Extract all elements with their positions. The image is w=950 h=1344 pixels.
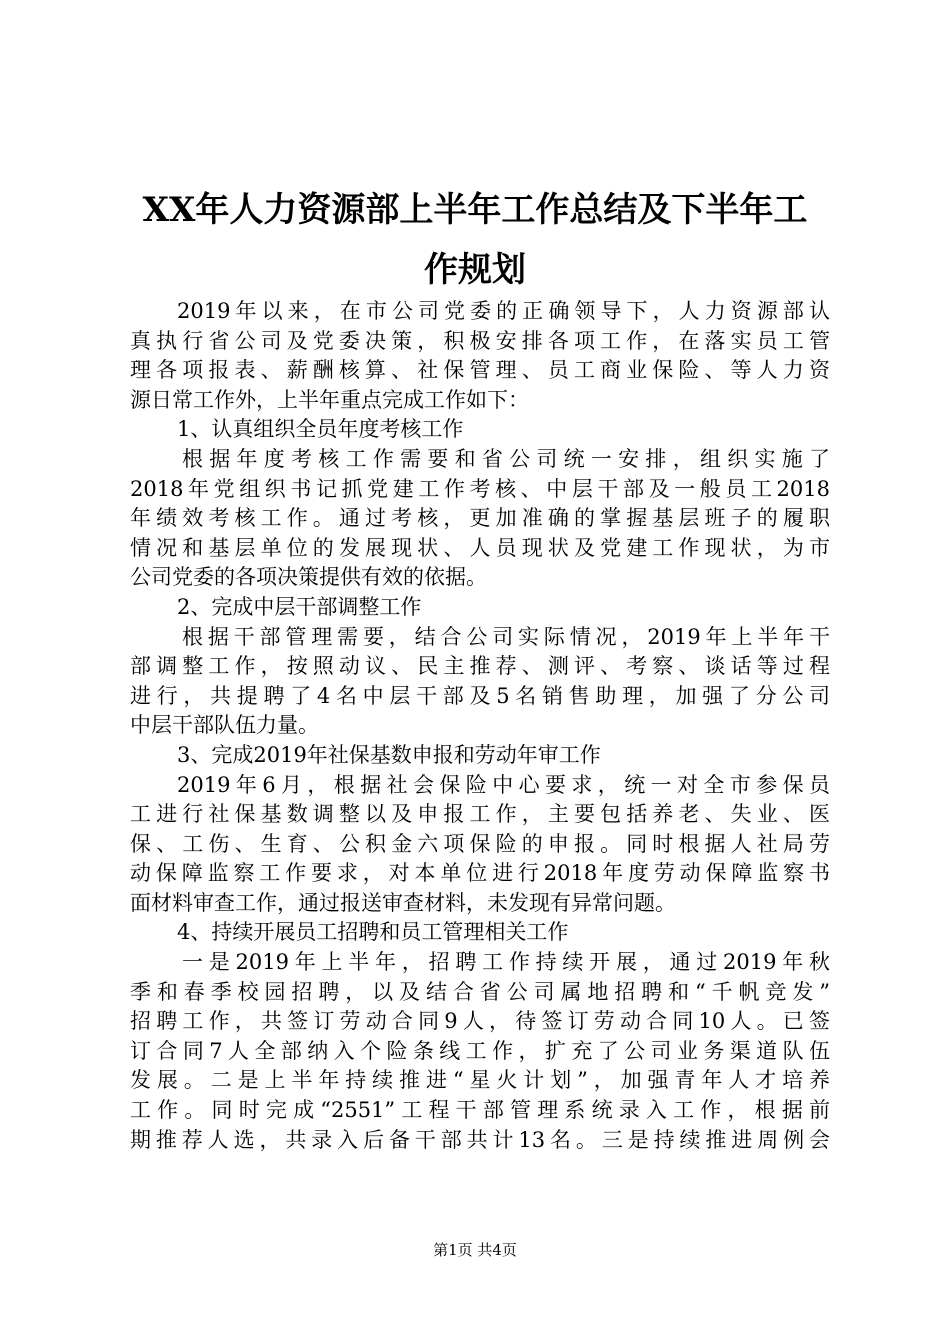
section-4-line: 季和春季校园招聘，以及结合省公司属地招聘和“千帆竞发” [130,979,830,1004]
section-1-line: 情况和基层单位的发展现状、人员现状及党建工作现状，为市 [130,535,830,560]
section-heading-4: 4、持续开展员工招聘和员工管理相关工作 [177,920,569,945]
section-4-line: 招聘工作，共签订劳动合同9人，待签订劳动合同10人。已签 [130,1009,830,1034]
paragraph-intro-line: 源日常工作外，上半年重点完成工作如下： [130,387,529,412]
section-3-line: 面材料审查工作，通过报送审查材料，未发现有异常问题。 [130,890,676,915]
section-2-line: 根据干部管理需要，结合公司实际情况，2019年上半年干 [182,624,830,649]
section-2-line: 部调整工作，按照动议、民主推荐、测评、考察、谈话等过程 [130,654,830,679]
section-2-line: 中层干部队伍力量。 [130,713,319,738]
paragraph-intro-line: 理各项报表、薪酬核算、社保管理、员工商业保险、等人力资 [130,358,830,383]
paragraph-intro-line: 真执行省公司及党委决策，积极安排各项工作，在落实员工管 [130,328,830,353]
section-4-line: 一是2019年上半年，招聘工作持续开展，通过2019年秋 [182,950,830,975]
section-4-line: 工作。同时完成“2551”工程干部管理系统录入工作，根据前 [130,1098,830,1123]
section-1-line: 2018年党组织书记抓党建工作考核、中层干部及一般员工2018 [130,476,830,501]
page-number-footer: 第1页 共4页 [433,1241,517,1259]
section-heading-3: 3、完成2019年社保基数申报和劳动年审工作 [177,742,601,767]
document-title-line-1: XX年人力资源部上半年工作总结及下半年工 [142,190,808,230]
section-3-line: 工进行社保基数调整以及申报工作，主要包括养老、失业、医 [130,802,830,827]
section-1-line: 公司党委的各项决策提供有效的依据。 [130,565,487,590]
section-1-line: 年绩效考核工作。通过考核，更加准确的掌握基层班子的履职 [130,506,830,531]
paragraph-intro-line: 2019年以来，在市公司党委的正确领导下，人力资源部认 [177,299,830,323]
section-3-line: 动保障监察工作要求，对本单位进行2018年度劳动保障监察书 [130,861,830,886]
section-4-line: 期推荐人选，共录入后备干部共计13名。三是持续推进周例会 [130,1127,830,1152]
section-1-line: 根据年度考核工作需要和省公司统一安排，组织实施了 [182,446,830,471]
section-heading-1: 1、认真组织全员年度考核工作 [177,417,464,442]
section-4-line: 订合同7人全部纳入个险条线工作，扩充了公司业务渠道队伍 [130,1038,830,1063]
section-4-line: 发展。二是上半年持续推进“星火计划”，加强青年人才培养 [130,1068,830,1093]
document-body [130,297,830,1155]
section-3-line: 2019年6月，根据社会保险中心要求，统一对全市参保员 [177,772,830,797]
section-2-line: 进行，共提聘了4名中层干部及5名销售助理，加强了分公司 [130,683,830,708]
section-heading-2: 2、完成中层干部调整工作 [177,594,422,619]
section-3-line: 保、工伤、生育、公积金六项保险的申报。同时根据人社局劳 [130,831,830,856]
document-title-line-2: 作规划 [424,250,526,290]
